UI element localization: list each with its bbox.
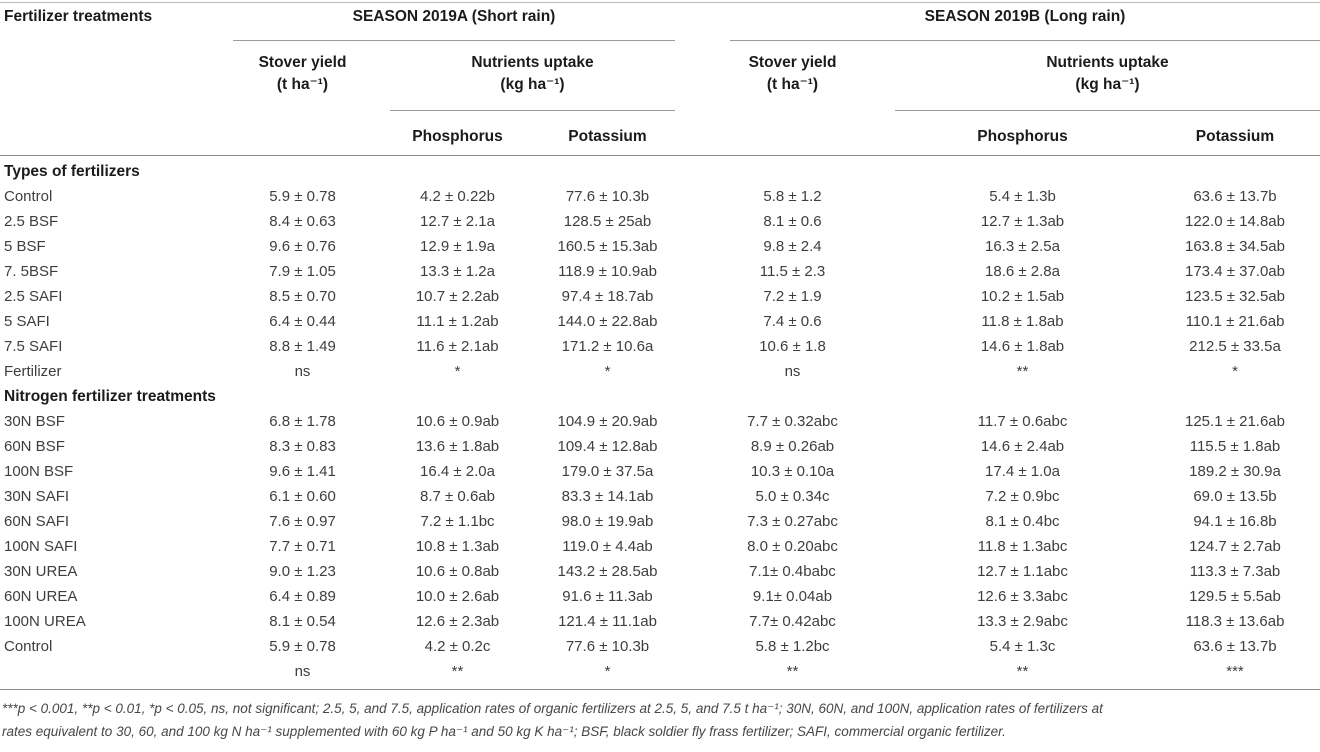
value-cell: 119.0 ± 4.4ab	[562, 538, 653, 555]
value-cell: 13.6 ± 1.8ab	[415, 438, 500, 455]
table-footnote	[0, 697, 1320, 743]
treatment-row-label: 5 SAFI	[4, 313, 50, 330]
value-cell: 12.6 ± 3.3abc	[977, 588, 1068, 605]
value-cell: 7.2 ± 1.9	[763, 288, 822, 305]
value-cell: 83.3 ± 14.1ab	[561, 488, 654, 505]
value-cell: 122.0 ± 14.8ab	[1185, 213, 1285, 230]
season-2019a-group-header: SEASON 2019A (Short rain)	[233, 3, 675, 41]
value-cell: 11.1 ± 1.2ab	[416, 313, 499, 330]
value-cell: 10.3 ± 0.10a	[750, 463, 835, 480]
value-cell: 118.3 ± 13.6ab	[1185, 613, 1285, 630]
value-cell: 113.3 ± 7.3ab	[1189, 563, 1281, 580]
value-cell: 5.4 ± 1.3b	[989, 188, 1056, 205]
value-cell: 189.2 ± 30.9a	[1189, 463, 1281, 480]
value-cell: 11.8 ± 1.3abc	[977, 538, 1068, 555]
value-cell: 18.6 ± 2.8a	[985, 263, 1060, 280]
section-title: Nitrogen fertilizer treatments	[4, 388, 216, 405]
value-cell: 10.7 ± 2.2ab	[415, 288, 500, 305]
value-cell: 6.1 ± 0.60	[269, 488, 336, 505]
value-cell: 125.1 ± 21.6ab	[1185, 413, 1285, 430]
nutrients-uptake-unit: (kg ha⁻¹)	[500, 76, 565, 93]
value-cell: 10.2 ± 1.5ab	[980, 288, 1065, 305]
value-cell: 7.2 ± 1.1bc	[420, 513, 495, 530]
value-cell: *	[604, 663, 611, 680]
value-cell: 10.6 ± 0.8ab	[415, 563, 500, 580]
value-cell: 5.0 ± 0.34c	[755, 488, 830, 505]
value-cell: 110.1 ± 21.6ab	[1185, 313, 1285, 330]
value-cell: *	[1232, 363, 1238, 380]
treatment-row-label: Fertilizer	[4, 363, 62, 380]
value-cell: 6.8 ± 1.78	[269, 413, 336, 430]
season-b-stover-yield-header	[690, 41, 895, 111]
value-cell: **	[786, 663, 799, 680]
treatment-row-label: 30N UREA	[4, 563, 78, 580]
value-cell: 9.0 ± 1.23	[269, 563, 336, 580]
value-cell: 7.4 ± 0.6	[763, 313, 822, 330]
value-cell: 97.4 ± 18.7ab	[561, 288, 654, 305]
value-cell: **	[451, 663, 464, 680]
nutrients-uptake-unit: (kg ha⁻¹)	[1075, 76, 1140, 93]
treatment-row-label	[0, 659, 215, 684]
value-cell: 98.0 ± 19.9ab	[561, 513, 654, 530]
value-cell: 10.0 ± 2.6ab	[415, 588, 500, 605]
value-cell: 121.4 ± 11.1ab	[558, 613, 657, 630]
value-cell: 8.1 ± 0.54	[269, 613, 336, 630]
treatment-row-label: 2.5 SAFI	[4, 288, 63, 305]
value-cell: 7.7± 0.42abc	[749, 613, 836, 630]
value-cell: 9.6 ± 0.76	[269, 238, 336, 255]
treatment-row-label: 7. 5BSF	[4, 263, 59, 280]
value-cell: 17.4 ± 1.0a	[985, 463, 1060, 480]
treatment-row-label: 100N UREA	[4, 613, 86, 630]
value-cell: **	[1016, 363, 1029, 380]
value-cell: 11.5 ± 2.3	[759, 263, 826, 280]
treatment-row-label: 7.5 SAFI	[4, 338, 63, 355]
value-cell: 63.6 ± 13.7b	[1193, 188, 1277, 205]
value-cell: 7.2 ± 0.9bc	[985, 488, 1060, 505]
value-cell: 94.1 ± 16.8b	[1193, 513, 1277, 530]
value-cell: 7.6 ± 0.97	[269, 513, 336, 530]
value-cell: 13.3 ± 2.9abc	[977, 613, 1068, 630]
value-cell: 8.7 ± 0.6ab	[420, 488, 495, 505]
value-cell: 124.7 ± 2.7ab	[1189, 538, 1281, 555]
value-cell: 8.0 ± 0.20abc	[747, 538, 838, 555]
treatment-row-label: 100N BSF	[4, 463, 74, 480]
fertilizer-treatments-table	[0, 3, 1320, 684]
value-cell: 143.2 ± 28.5ab	[557, 563, 658, 580]
treatment-row-label: Control	[4, 638, 53, 655]
season-a-phosphorus-header: Phosphorus	[412, 128, 503, 145]
stover-yield-unit: (t ha⁻¹)	[766, 76, 819, 93]
footnote-line-2: rates equivalent to 30, 60, and 100 kg N ha⁻¹ supplemented with 60 kg P ha⁻¹ and 50 kg K ha⁻¹; BSF, black soldier fly frass fertilizer; SAFI, commercial organic fertilizer.	[2, 724, 1006, 739]
value-cell: 16.4 ± 2.0a	[420, 463, 495, 480]
season-b-potassium-header: Potassium	[1195, 128, 1275, 145]
value-cell: *	[454, 363, 461, 380]
treatment-row-label: 5 BSF	[4, 238, 46, 255]
season-a-nutrients-uptake-header	[390, 41, 675, 111]
table-bottom-rule	[0, 689, 1320, 690]
nutrients-uptake-label: Nutrients uptake	[471, 54, 594, 71]
value-cell: 179.0 ± 37.5a	[561, 463, 654, 480]
value-cell: 12.7 ± 1.3ab	[980, 213, 1065, 230]
value-cell: 9.6 ± 1.41	[269, 463, 336, 480]
value-cell: ns	[784, 363, 801, 380]
value-cell: 118.9 ± 10.9ab	[558, 263, 657, 280]
value-cell: 8.9 ± 0.26ab	[750, 438, 835, 455]
stover-yield-unit: (t ha⁻¹)	[276, 76, 329, 93]
treatment-row-label: Control	[4, 188, 53, 205]
value-cell: 8.1 ± 0.6	[763, 213, 822, 230]
value-cell: 4.2 ± 0.2c	[424, 638, 491, 655]
value-cell: 13.3 ± 1.2a	[420, 263, 495, 280]
value-cell: 144.0 ± 22.8ab	[557, 313, 658, 330]
value-cell: 12.7 ± 2.1a	[420, 213, 495, 230]
value-cell: 14.6 ± 2.4ab	[980, 438, 1065, 455]
value-cell: 91.6 ± 11.3ab	[562, 588, 653, 605]
value-cell: 5.8 ± 1.2	[763, 188, 822, 205]
value-cell: 128.5 ± 25ab	[563, 213, 652, 230]
stover-yield-label: Stover yield	[258, 54, 347, 71]
value-cell: 104.9 ± 20.9ab	[557, 413, 658, 430]
nutrients-uptake-label: Nutrients uptake	[1046, 54, 1169, 71]
value-cell: 14.6 ± 1.8ab	[980, 338, 1065, 355]
value-cell: 173.4 ± 37.0ab	[1185, 263, 1285, 280]
season-2019b-group-header: SEASON 2019B (Long rain)	[730, 3, 1320, 41]
value-cell: 5.8 ± 1.2bc	[755, 638, 830, 655]
value-cell: 9.1± 0.04ab	[752, 588, 833, 605]
value-cell: 212.5 ± 33.5a	[1189, 338, 1281, 355]
column-header-fertilizer-treatments: Fertilizer treatments	[4, 8, 153, 25]
value-cell: 63.6 ± 13.7b	[1193, 638, 1277, 655]
value-cell: 123.5 ± 32.5ab	[1185, 288, 1285, 305]
season-a-potassium-header: Potassium	[568, 128, 647, 145]
value-cell: 8.1 ± 0.4bc	[985, 513, 1060, 530]
value-cell: 11.8 ± 1.8ab	[981, 313, 1064, 330]
value-cell: 7.1± 0.4babc	[749, 563, 836, 580]
value-cell: 5.9 ± 0.78	[269, 638, 336, 655]
stover-yield-label: Stover yield	[748, 54, 837, 71]
footnote-line-1: ***p < 0.001, **p < 0.01, *p < 0.05, ns, not significant; 2.5, 5, and 7.5, application rates of organic fertilizers at 2.5, 5, and 7.5 t ha⁻¹; 30N, 60N, and 100N, application rates of fertilizers at	[2, 701, 1103, 716]
value-cell: 9.8 ± 2.4	[763, 238, 822, 255]
value-cell: 7.7 ± 0.32abc	[747, 413, 838, 430]
value-cell: 115.5 ± 1.8ab	[1189, 438, 1281, 455]
value-cell: 8.5 ± 0.70	[269, 288, 336, 305]
value-cell: 6.4 ± 0.44	[269, 313, 336, 330]
value-cell: **	[1016, 663, 1029, 680]
season-b-phosphorus-header: Phosphorus	[977, 128, 1068, 145]
value-cell: 5.4 ± 1.3c	[989, 638, 1056, 655]
treatment-row-label: 2.5 BSF	[4, 213, 59, 230]
value-cell: 7.9 ± 1.05	[269, 263, 336, 280]
value-cell: 16.3 ± 2.5a	[985, 238, 1060, 255]
value-cell: 6.4 ± 0.89	[269, 588, 336, 605]
value-cell: 12.9 ± 1.9a	[420, 238, 495, 255]
treatment-row-label: 30N BSF	[4, 413, 65, 430]
season-a-stover-yield-header	[215, 41, 390, 111]
value-cell: 7.7 ± 0.71	[269, 538, 336, 555]
value-cell: 129.5 ± 5.5ab	[1189, 588, 1281, 605]
value-cell: 109.4 ± 12.8ab	[557, 438, 658, 455]
value-cell: 77.6 ± 10.3b	[565, 638, 650, 655]
value-cell: 11.6 ± 2.1ab	[416, 338, 499, 355]
value-cell: 77.6 ± 10.3b	[565, 188, 650, 205]
value-cell: 10.8 ± 1.3ab	[415, 538, 500, 555]
value-cell: 69.0 ± 13.5b	[1193, 488, 1277, 505]
value-cell: 8.4 ± 0.63	[269, 213, 336, 230]
treatment-row-label: 60N SAFI	[4, 513, 70, 530]
value-cell: 171.2 ± 10.6a	[561, 338, 654, 355]
treatment-row-label: 60N UREA	[4, 588, 78, 605]
value-cell: 10.6 ± 0.9ab	[415, 413, 500, 430]
value-cell: 4.2 ± 0.22b	[420, 188, 495, 205]
value-cell: 12.6 ± 2.3ab	[415, 613, 500, 630]
value-cell: 8.8 ± 1.49	[269, 338, 336, 355]
value-cell: 12.7 ± 1.1abc	[977, 563, 1068, 580]
value-cell: ns	[294, 363, 311, 380]
value-cell: 11.7 ± 0.6abc	[977, 413, 1068, 430]
section-title: Types of fertilizers	[4, 163, 140, 180]
value-cell: 7.3 ± 0.27abc	[747, 513, 838, 530]
value-cell: ns	[294, 663, 311, 680]
treatment-row-label: 60N BSF	[4, 438, 65, 455]
value-cell: ***	[1226, 663, 1244, 680]
season-b-nutrients-uptake-header	[895, 41, 1320, 111]
value-cell: 163.8 ± 34.5ab	[1185, 238, 1285, 255]
treatment-row-label: 100N SAFI	[4, 538, 78, 555]
treatment-row-label: 30N SAFI	[4, 488, 70, 505]
value-cell: 10.6 ± 1.8	[759, 338, 826, 355]
value-cell: 8.3 ± 0.83	[269, 438, 336, 455]
value-cell: 160.5 ± 15.3ab	[557, 238, 658, 255]
value-cell: *	[604, 363, 611, 380]
value-cell: 5.9 ± 0.78	[269, 188, 336, 205]
